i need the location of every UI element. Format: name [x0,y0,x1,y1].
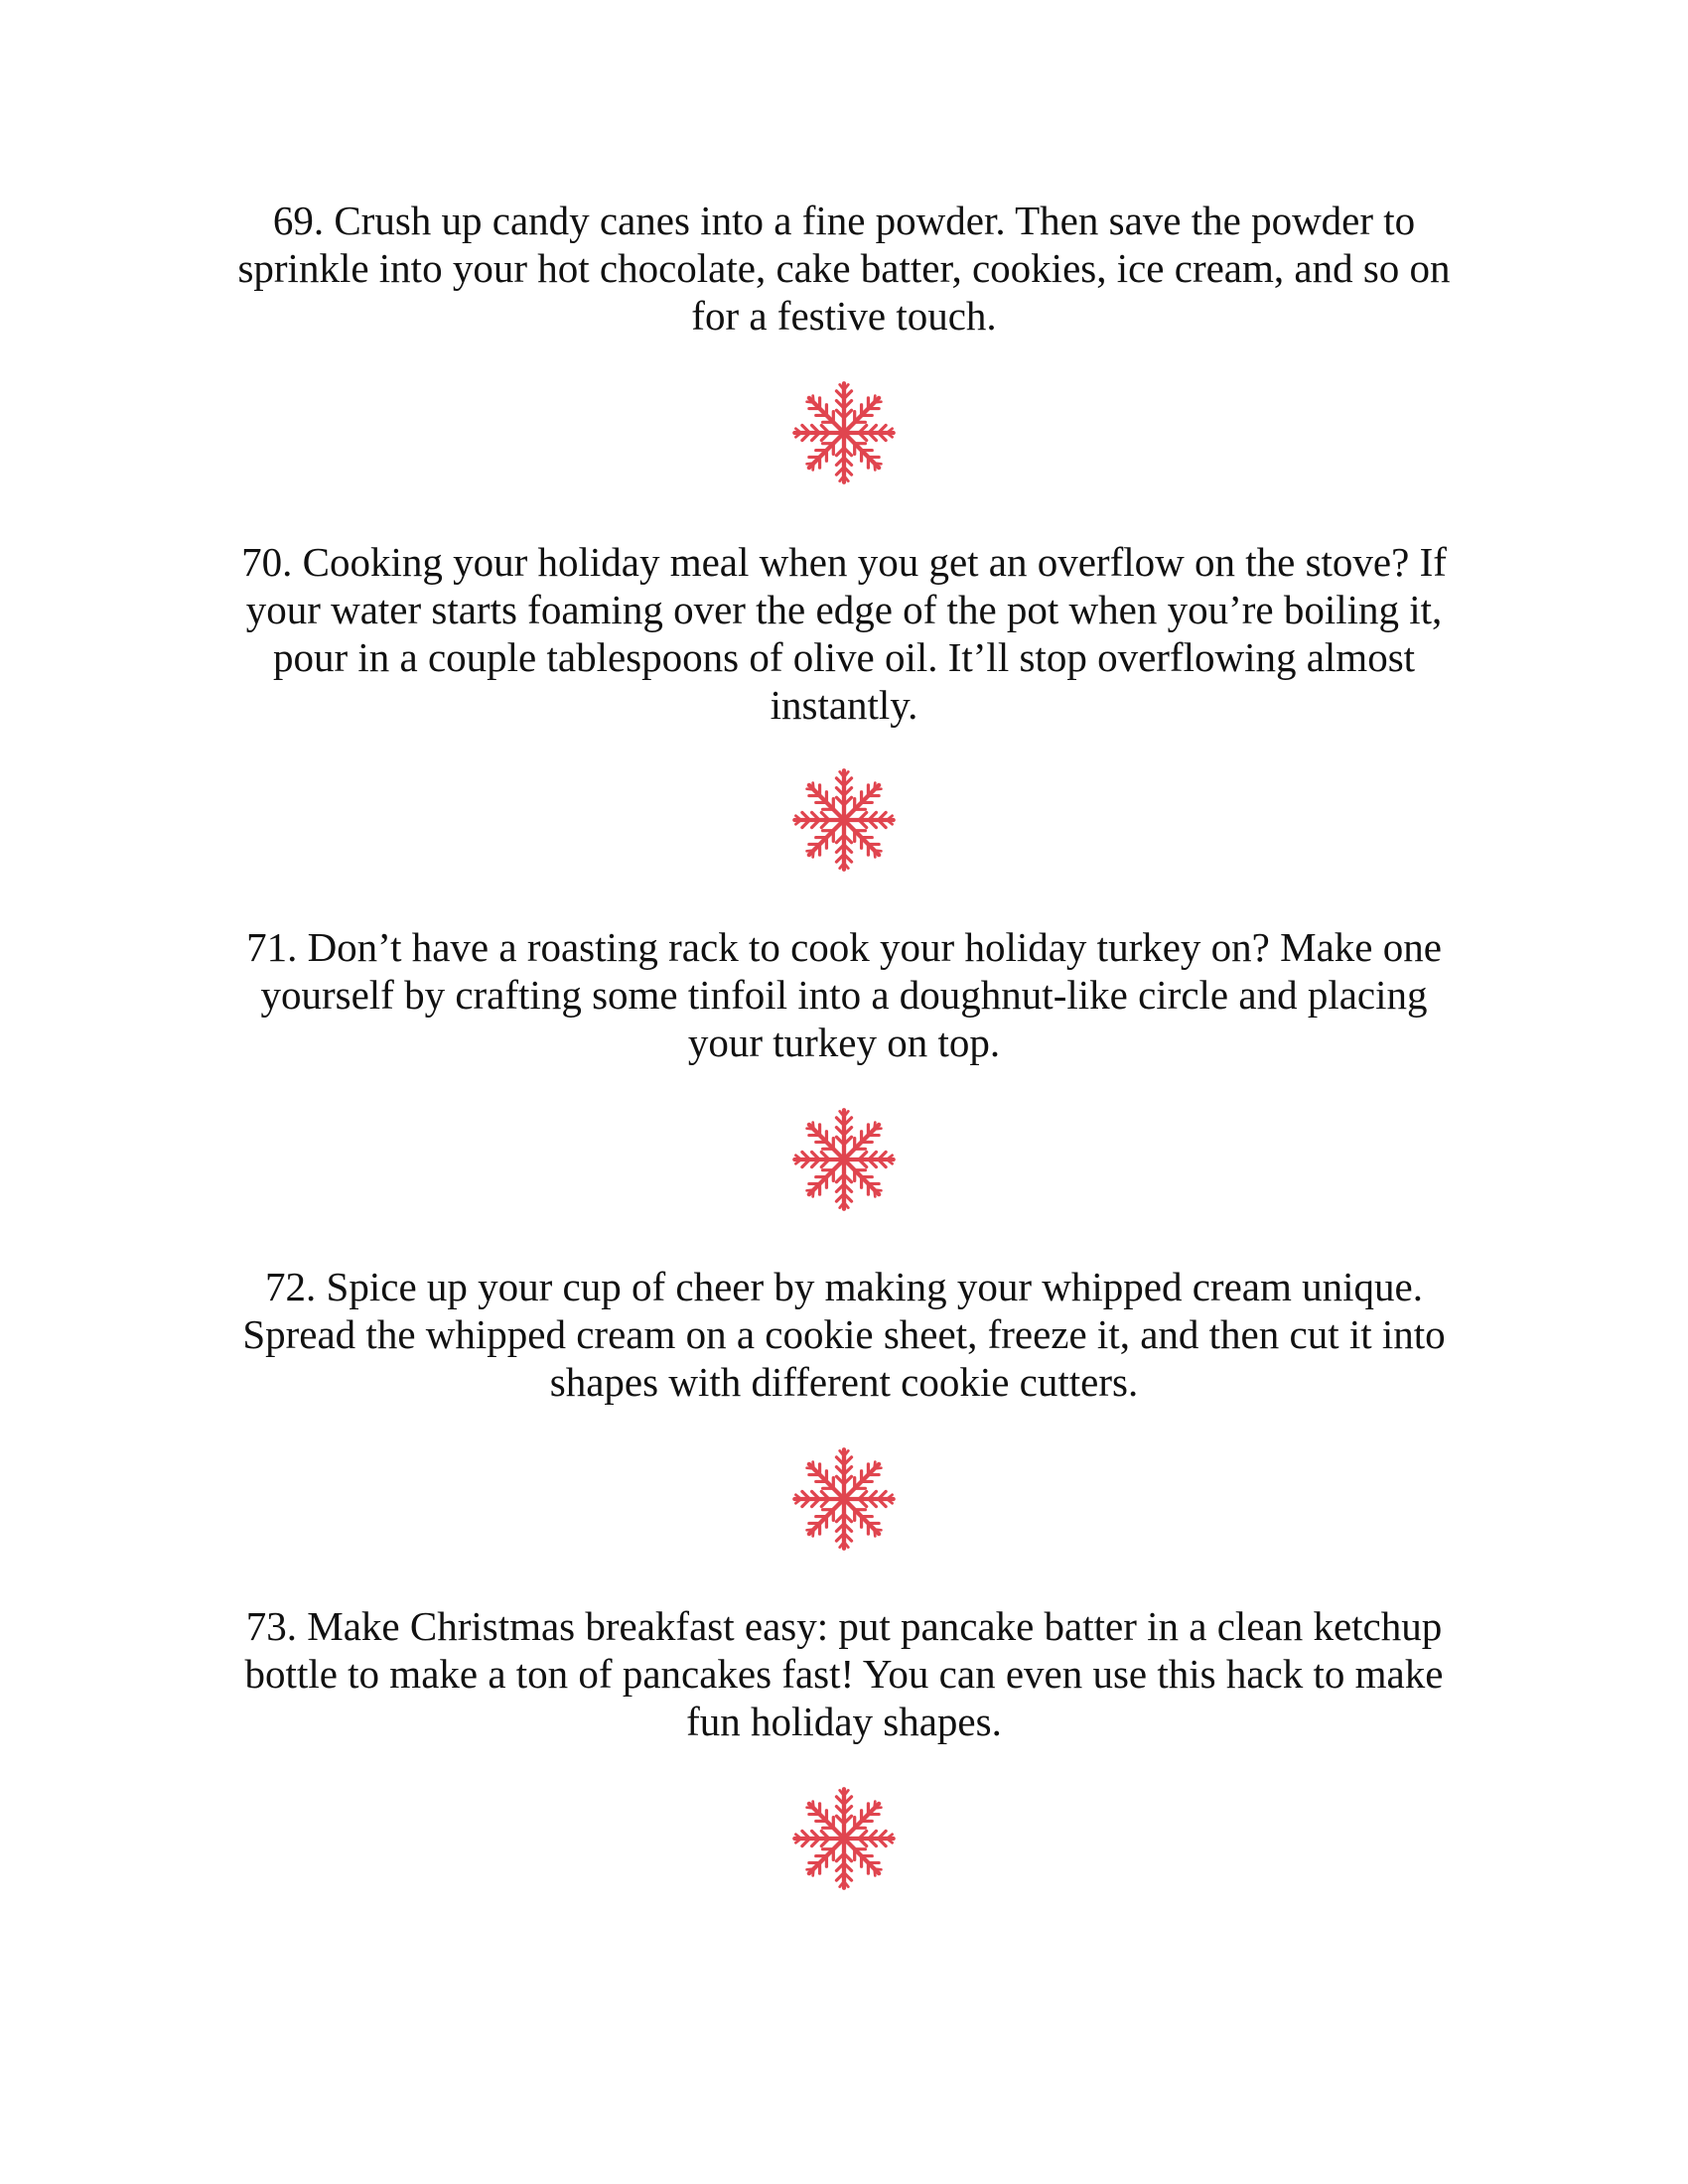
tip-71: 71. Don’t have a roasting rack to cook your holiday turkey on? Make one yourself by crafting some tinfoil into a doughnut-like circle and placing your turkey on top. [246,924,1442,1065]
tip-72: 72. Spice up your cup of cheer by making your whipped cream unique. Spread the whipped cream on a cookie sheet, freeze it, and then cut it into shapes with different cookie cutters. [242,1264,1446,1405]
snowflake-icon [790,1445,898,1553]
tip-69: 69. Crush up candy canes into a fine powder. Then save the powder to sprinkle into your hot chocolate, cake batter, cookies, ice cream, and so on for a festive touch. [237,198,1451,339]
snowflake-icon [790,1785,898,1892]
snowflake-icon [790,1106,898,1213]
tip-73: 73. Make Christmas breakfast easy: put pancake batter in a clean ketchup bottle to make a ton of pancakes fast! You can even use this hack to make fun holiday shapes. [244,1603,1444,1744]
snowflake-icon [790,379,898,486]
snowflake-icon [790,766,898,874]
tip-70: 70. Cooking your holiday meal when you get an overflow on the stove? If your water starts foaming over the edge of the pot when you’re boiling it, pour in a couple tablespoons of olive oil. It’ll stop overflowing almost instantly. [241,539,1447,728]
